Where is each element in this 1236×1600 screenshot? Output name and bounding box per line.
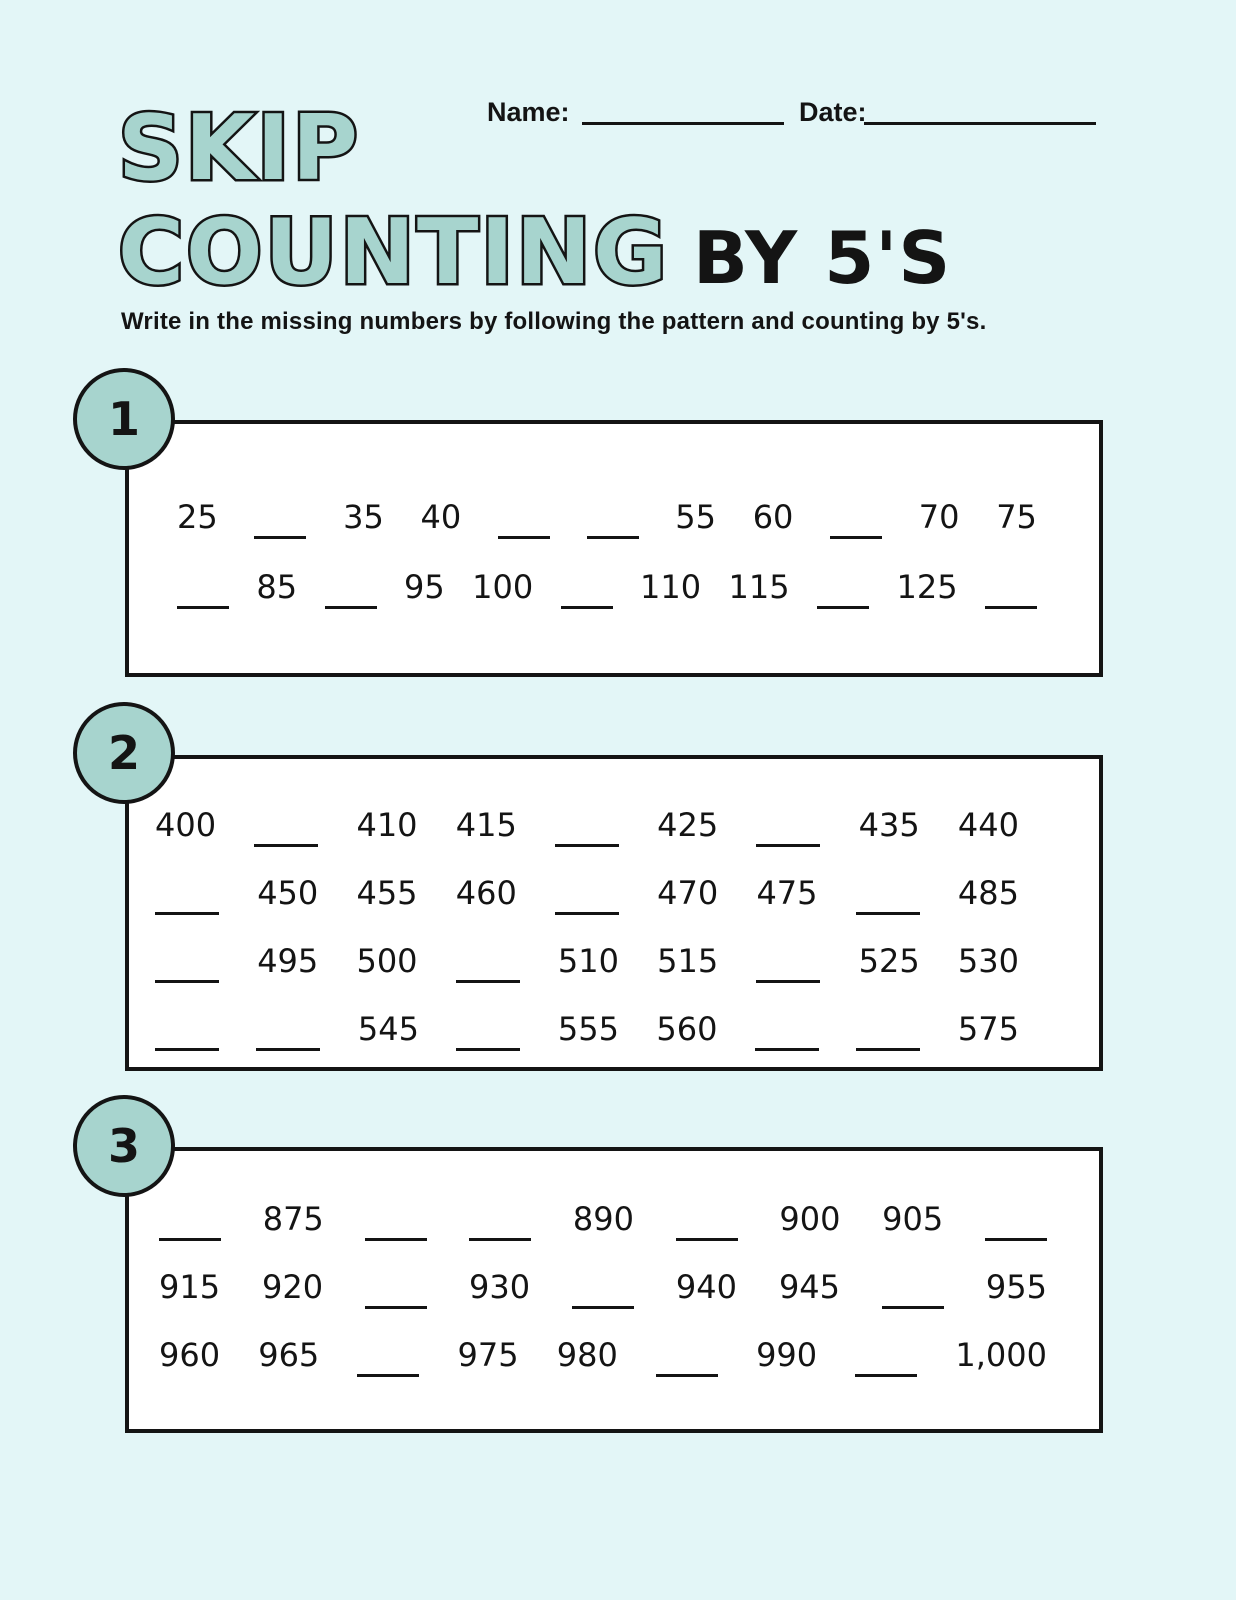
- number-value: 975: [457, 1335, 519, 1374]
- number-value: 450: [257, 873, 319, 912]
- number-value: 415: [455, 805, 517, 844]
- blank-answer-line[interactable]: [325, 606, 377, 609]
- blank-answer-line[interactable]: [456, 1048, 520, 1051]
- section-2-number: 2: [107, 726, 140, 780]
- section-3-box: [125, 1147, 1103, 1433]
- number-value: 40: [420, 497, 462, 536]
- number-value: 955: [985, 1267, 1047, 1306]
- number-value: 495: [257, 941, 319, 980]
- date-label: Date:: [799, 97, 867, 127]
- number-value: 525: [858, 941, 920, 980]
- blank-answer-line[interactable]: [159, 1238, 221, 1241]
- number-value: 460: [455, 873, 517, 912]
- name-label: Name:: [487, 97, 570, 127]
- page-title: [118, 96, 952, 305]
- blank-answer-line[interactable]: [177, 606, 229, 609]
- number-value: 1,000: [955, 1335, 1047, 1374]
- blank-answer-line[interactable]: [676, 1238, 738, 1241]
- blank-answer-line[interactable]: [656, 1374, 718, 1377]
- section-1-box: [125, 420, 1103, 677]
- number-value: 990: [756, 1335, 818, 1374]
- blank-answer-line[interactable]: [155, 912, 219, 915]
- number-value: 575: [957, 1009, 1019, 1048]
- section-1-rows: [129, 424, 1099, 605]
- number-value: 440: [957, 805, 1019, 844]
- number-row: [155, 871, 1019, 911]
- blank-answer-line[interactable]: [357, 1374, 419, 1377]
- number-value: 410: [356, 805, 418, 844]
- blank-answer-line[interactable]: [856, 1048, 920, 1051]
- blank-answer-line[interactable]: [855, 1374, 917, 1377]
- blank-answer-line[interactable]: [756, 980, 820, 983]
- number-row: [155, 939, 1019, 979]
- blank-answer-line[interactable]: [755, 1048, 819, 1051]
- blank-answer-line[interactable]: [365, 1238, 427, 1241]
- blank-answer-line[interactable]: [817, 606, 869, 609]
- number-value: 530: [957, 941, 1019, 980]
- title-word-skip: SKIP: [118, 96, 361, 201]
- blank-answer-line[interactable]: [856, 912, 920, 915]
- blank-answer-line[interactable]: [456, 980, 520, 983]
- blank-answer-line[interactable]: [985, 606, 1037, 609]
- section-3-number: 3: [107, 1119, 140, 1173]
- number-value: 85: [256, 567, 298, 606]
- blank-answer-line[interactable]: [756, 844, 820, 847]
- number-value: 115: [728, 567, 790, 606]
- number-value: 915: [159, 1267, 221, 1306]
- number-value: 560: [656, 1009, 718, 1048]
- blank-answer-line[interactable]: [155, 980, 219, 983]
- number-value: 555: [557, 1009, 619, 1048]
- section-1-number: 1: [107, 392, 140, 446]
- number-value: 980: [556, 1335, 618, 1374]
- number-value: 960: [159, 1335, 221, 1374]
- number-value: 930: [468, 1267, 531, 1306]
- number-value: 425: [657, 805, 719, 844]
- blank-answer-line[interactable]: [555, 912, 619, 915]
- number-value: 875: [262, 1199, 324, 1238]
- number-row: [155, 1007, 1019, 1047]
- blank-answer-line[interactable]: [256, 1048, 320, 1051]
- number-value: 455: [356, 873, 418, 912]
- instruction-text: Write in the missing numbers by following the pattern and counting by 5's.: [121, 308, 987, 335]
- number-value: 100: [472, 567, 534, 606]
- number-value: 25: [177, 497, 218, 536]
- section-1-number-badge: [73, 368, 175, 470]
- number-value: 515: [657, 941, 719, 980]
- blank-answer-line[interactable]: [572, 1306, 634, 1309]
- number-row: [159, 1265, 1047, 1305]
- title-word-counting: COUNTING: [118, 200, 670, 305]
- blank-answer-line[interactable]: [587, 536, 639, 539]
- blank-answer-line[interactable]: [498, 536, 550, 539]
- number-value: 940: [675, 1267, 737, 1306]
- number-value: 60: [752, 497, 794, 536]
- blank-answer-line[interactable]: [254, 536, 306, 539]
- number-row: [159, 1333, 1047, 1373]
- number-value: 965: [258, 1335, 320, 1374]
- number-value: 400: [155, 805, 217, 844]
- number-row: [177, 565, 1037, 605]
- number-value: 485: [957, 873, 1019, 912]
- number-value: 125: [896, 567, 958, 606]
- number-value: 890: [572, 1199, 634, 1238]
- number-value: 905: [882, 1199, 944, 1238]
- blank-answer-line[interactable]: [555, 844, 619, 847]
- number-value: 545: [357, 1009, 419, 1048]
- number-value: 470: [657, 873, 719, 912]
- title-suffix-by-5s: BY 5'S: [693, 216, 952, 300]
- number-row: [155, 803, 1019, 843]
- number-value: 435: [858, 805, 920, 844]
- number-value: 475: [756, 873, 818, 912]
- number-value: 110: [640, 567, 702, 606]
- number-value: 945: [778, 1267, 841, 1306]
- number-value: 75: [996, 497, 1037, 536]
- number-value: 510: [557, 941, 619, 980]
- number-value: 920: [262, 1267, 324, 1306]
- number-value: 35: [343, 497, 384, 536]
- number-value: 500: [356, 941, 418, 980]
- section-2-box: [125, 755, 1103, 1071]
- section-2-rows: [129, 759, 1099, 1047]
- blank-answer-line[interactable]: [561, 606, 613, 609]
- blank-answer-line[interactable]: [882, 1306, 944, 1309]
- blank-answer-line[interactable]: [365, 1306, 427, 1309]
- blank-answer-line[interactable]: [985, 1238, 1047, 1241]
- number-value: 900: [779, 1199, 841, 1238]
- blank-answer-line[interactable]: [469, 1238, 531, 1241]
- blank-answer-line[interactable]: [155, 1048, 219, 1051]
- number-value: 55: [675, 497, 716, 536]
- section-2-number-badge: [73, 702, 175, 804]
- number-row: [159, 1197, 1047, 1237]
- section-3-number-badge: [73, 1095, 175, 1197]
- number-value: 70: [918, 497, 960, 536]
- blank-answer-line[interactable]: [830, 536, 882, 539]
- number-row: [177, 495, 1037, 535]
- blank-answer-line[interactable]: [254, 844, 318, 847]
- number-value: 95: [403, 567, 445, 606]
- section-3-rows: [129, 1151, 1099, 1373]
